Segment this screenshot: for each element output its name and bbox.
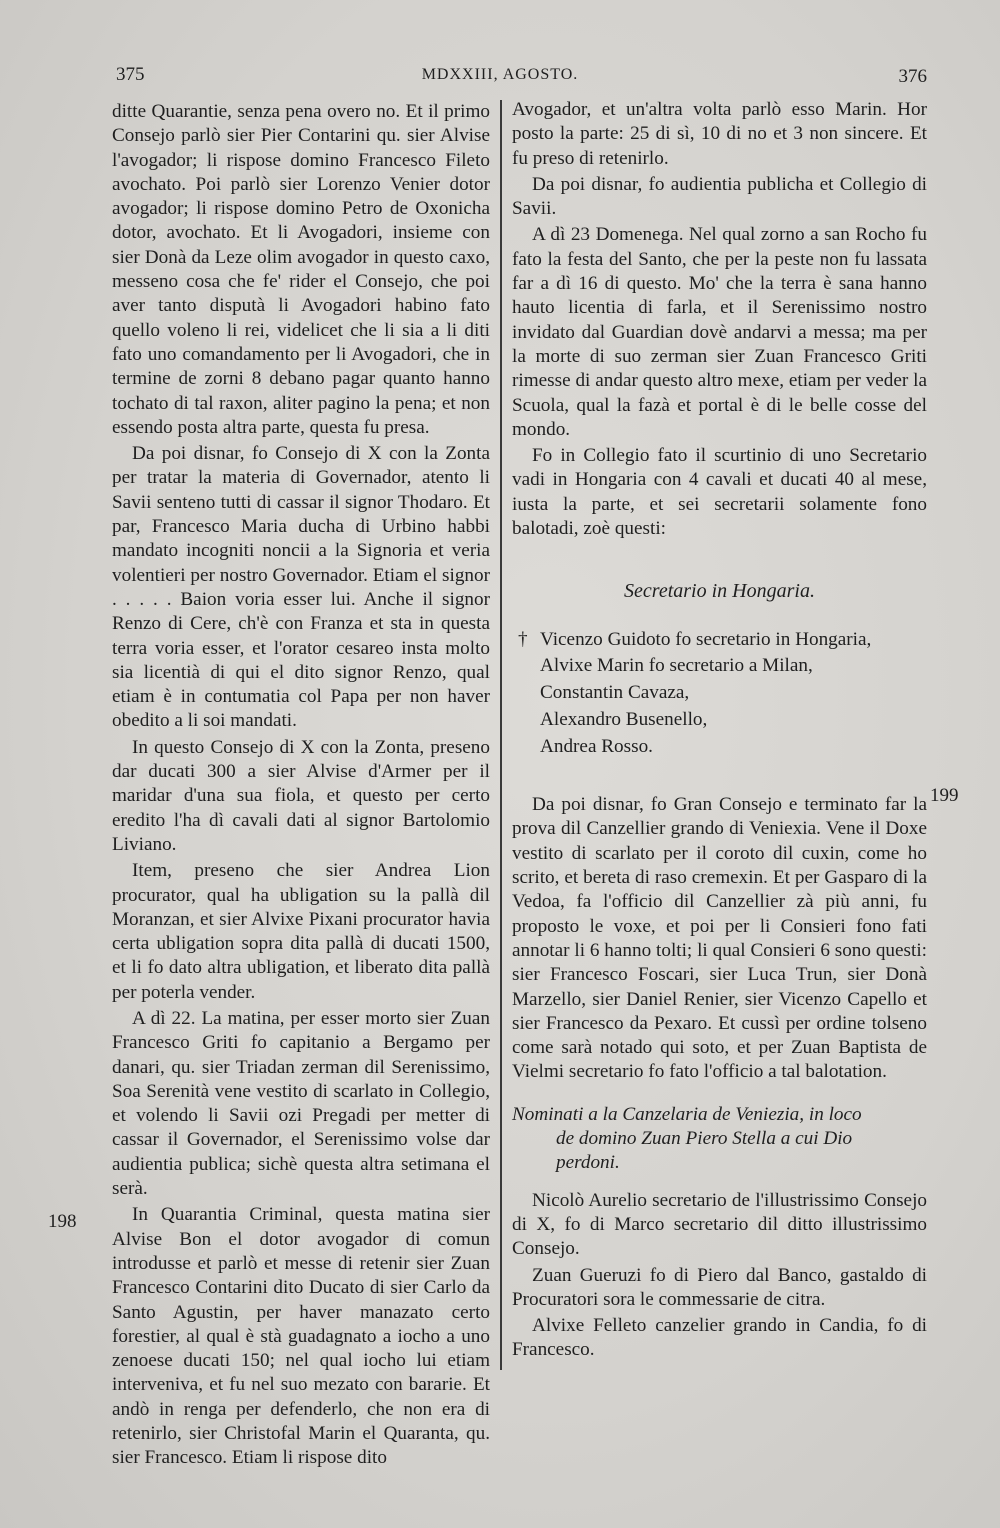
list-item: Alvixe Marin fo secretario a Milan, xyxy=(540,655,813,677)
section-title: Secretario in Hongaria. xyxy=(624,580,815,603)
list-item: Constantin Cavaza, xyxy=(540,682,690,704)
right-paragraph-3: A dì 23 Domenega. Nel qual zorno a san Rocho fu fato la festa del Santo, che per la peste non fu lassata far a dì 16 di questo. Mo' che la terra è sana hanno hauto licentia di farla, et il Serenissimo nostro invidato dal Guardian dovè andarvi a messa; ma per la morte di suo zerman sier Zuan Francesco Griti rimesse di andar questo altro mexe, etiam per veder la Scuola, qual la fazà et portal è di le belle cosse del mondo. xyxy=(512,224,927,440)
left-paragraph-2: Da poi disnar, fo Consejo di X con la Zonta per tratar la materia di Governador, atento li Savii senteno tutti di cassar il signor Thodaro. Et par, Francesco Maria ducha di Urbino habbi mandato incogniti noncii a la Signoria et veria volentieri per nostro Governador. Etiam el signor . . . . . Baion voria esser lui. Anche il signor Renzo di Cere, ch'è con Franza et sta in questa terra voria esser, et l'orator cesareo insta molto sia licentià di qui el dito signor Renzo, qual etiam è in contumatia col Papa per non haver obedito a li soi mandati. xyxy=(112,443,490,732)
left-paragraph-4: Item, preseno che sier Andrea Lion procurator, qual ha ubligation su la pallà dil Moranzan, et sier Alvixe Pixani procurator havia certa ubligation sopra dita pallà di ducati 1500, et li fo dato altra ubligation, et liberato dita pallà per poterla vender. xyxy=(112,860,490,1003)
right-page-number: 376 xyxy=(898,66,927,87)
dagger-mark: † xyxy=(518,628,528,650)
left-paragraph-1: ditte Quarantie, senza pena overo no. Et il primo Consejo parlò sier Pier Contarini qu. sier Alvise l'avogador; li rispose domino Francesco Fileto avochato. Poi parlò sier Lorenzo Venier dotor avogador; li rispose domino Petro de Oxonicha dotor, avochato. Et li Avogadori, insieme con sier Donà da Leze olim avogador in questo caxo, messeno cosa che fe' rider el Consejo, che poi aver tanto disputà li Avogadori habino fato quello voleno li rei, videlicet che li sia a li diti fato uno comandamento per li Avogadori, che in termine de zorni 8 debano pagar quanto hanno tochato di tal raxon, aliter pagino la pena; et non essendo posta altra parte, questa fu presa. xyxy=(112,101,490,438)
left-margin-number: 198 xyxy=(48,1211,77,1232)
candidate-list xyxy=(512,628,927,759)
list-item: Alexandro Busenello, xyxy=(540,709,708,731)
list-item: † Vicenzo Guidoto fo secretario in Hongaria, xyxy=(518,628,927,652)
right-margin-number: 199 xyxy=(930,785,959,806)
right-paragraph-5: Da poi disnar, fo Gran Consejo e terminato far la prova dil Canzellier grando di Veniexia. Vene il Doxe vestito di scarlato per il coroto dil cuxin, come ho scrito, et bereta di raso cremexin. Et per Gasparo di la Vedoa, fa l'officio dil Canzellier zà più anni, fu proposto le voxe, et poi per li Consieri fono fati annotar li 6 hanno tolti; li qual Consieri 6 sono questi: sier Francesco Foscari, sier Luca Trun, sier Donà Marzello, sier Daniel Renier, sier Vicenzo Capello et sier Francesco da Pexaro. Et cussì per ordine tolseno come sarà notado qui soto, et per Zuan Baptista de Vielmi secretario fo fato l'officio a tal balotation. xyxy=(512,794,927,1083)
right-column xyxy=(512,98,927,1365)
column-divider xyxy=(500,100,502,1370)
left-paragraph-6: In Quarantia Criminal, questa matina sier Alvise Bon el dotor avogador di comun introdusse et parlò et messe di retenir sier Zuan Francesco Contarini dito Ducato di sier Carlo da Santo Agustin, per haver manazato certo forestier, al qual è stà guadagnato a iocho a uno zenoese ducati 150; nel qual iocho lui etiam interveniva, et fu nel suo mezato con bararie. Et andò in renga per defenderlo, che non era di retenirlo, sier Christofal Marin el Quaranta, qu. sier Francesco. Etiam li rispose dito xyxy=(112,1204,490,1469)
list-item: Andrea Rosso. xyxy=(540,735,653,757)
nomination-heading: Nominati a la Canzelaria de Veniezia, in loco de domino Zuan Piero Stella a cui Dio perdoni. xyxy=(512,1103,862,1173)
right-paragraph-6: Nicolò Aurelio secretario de l'illustrissimo Consejo di X, fo di Marco secretario dil ditto illustrissimo Consejo. xyxy=(512,1189,927,1260)
page-header xyxy=(0,64,1000,94)
left-page-number: 375 xyxy=(116,64,145,85)
left-paragraph-3: In questo Consejo di X con la Zonta, preseno dar ducati 300 a sier Alvise d'Armer per il maridar d'una sua fiola, et questo per certo eredito l'ha dì cavali dati al signor Bartolomio Liviano. xyxy=(112,736,490,855)
right-paragraph-7: Zuan Gueruzi fo di Piero dal Banco, gastaldo di Procuratori sora le commessarie de citra. xyxy=(512,1264,927,1310)
right-paragraph-2: Da poi disnar, fo audientia publicha et Collegio di Savii. xyxy=(512,173,927,220)
right-paragraph-1: Avogador, et un'altra volta parlò esso Marin. Hor posto la parte: 25 di sì, 10 di no et 3 non sincere. Et fu preso di retenirlo. xyxy=(512,99,927,169)
right-paragraph-8: Alvixe Felleto canzelier grando in Candia, fo di Francesco. xyxy=(512,1315,927,1361)
running-title: MDXXIII, AGOSTO. xyxy=(421,66,579,83)
right-paragraph-4: Fo in Collegio fato il scurtinio di uno Secretario vadi in Hongaria con 4 cavali et ducati 40 al mese, iusta la parte, et sei secretarii solamente fono balotadi, zoè questi: xyxy=(512,445,927,540)
left-paragraph-5: A dì 22. La matina, per esser morto sier Zuan Francesco Griti fo capitanio a Bergamo per danari, qu. sier Triadan zerman dil Serenissimo, Soa Serenità vene vestito di scarlato in Collegio, et volendo li Savii ozi Pregadi per metter di cassar il Governador, el Serenissimo volse dar audientia publica; sichè questa altra setimana el serà. xyxy=(112,1007,490,1200)
left-column xyxy=(112,100,490,1473)
